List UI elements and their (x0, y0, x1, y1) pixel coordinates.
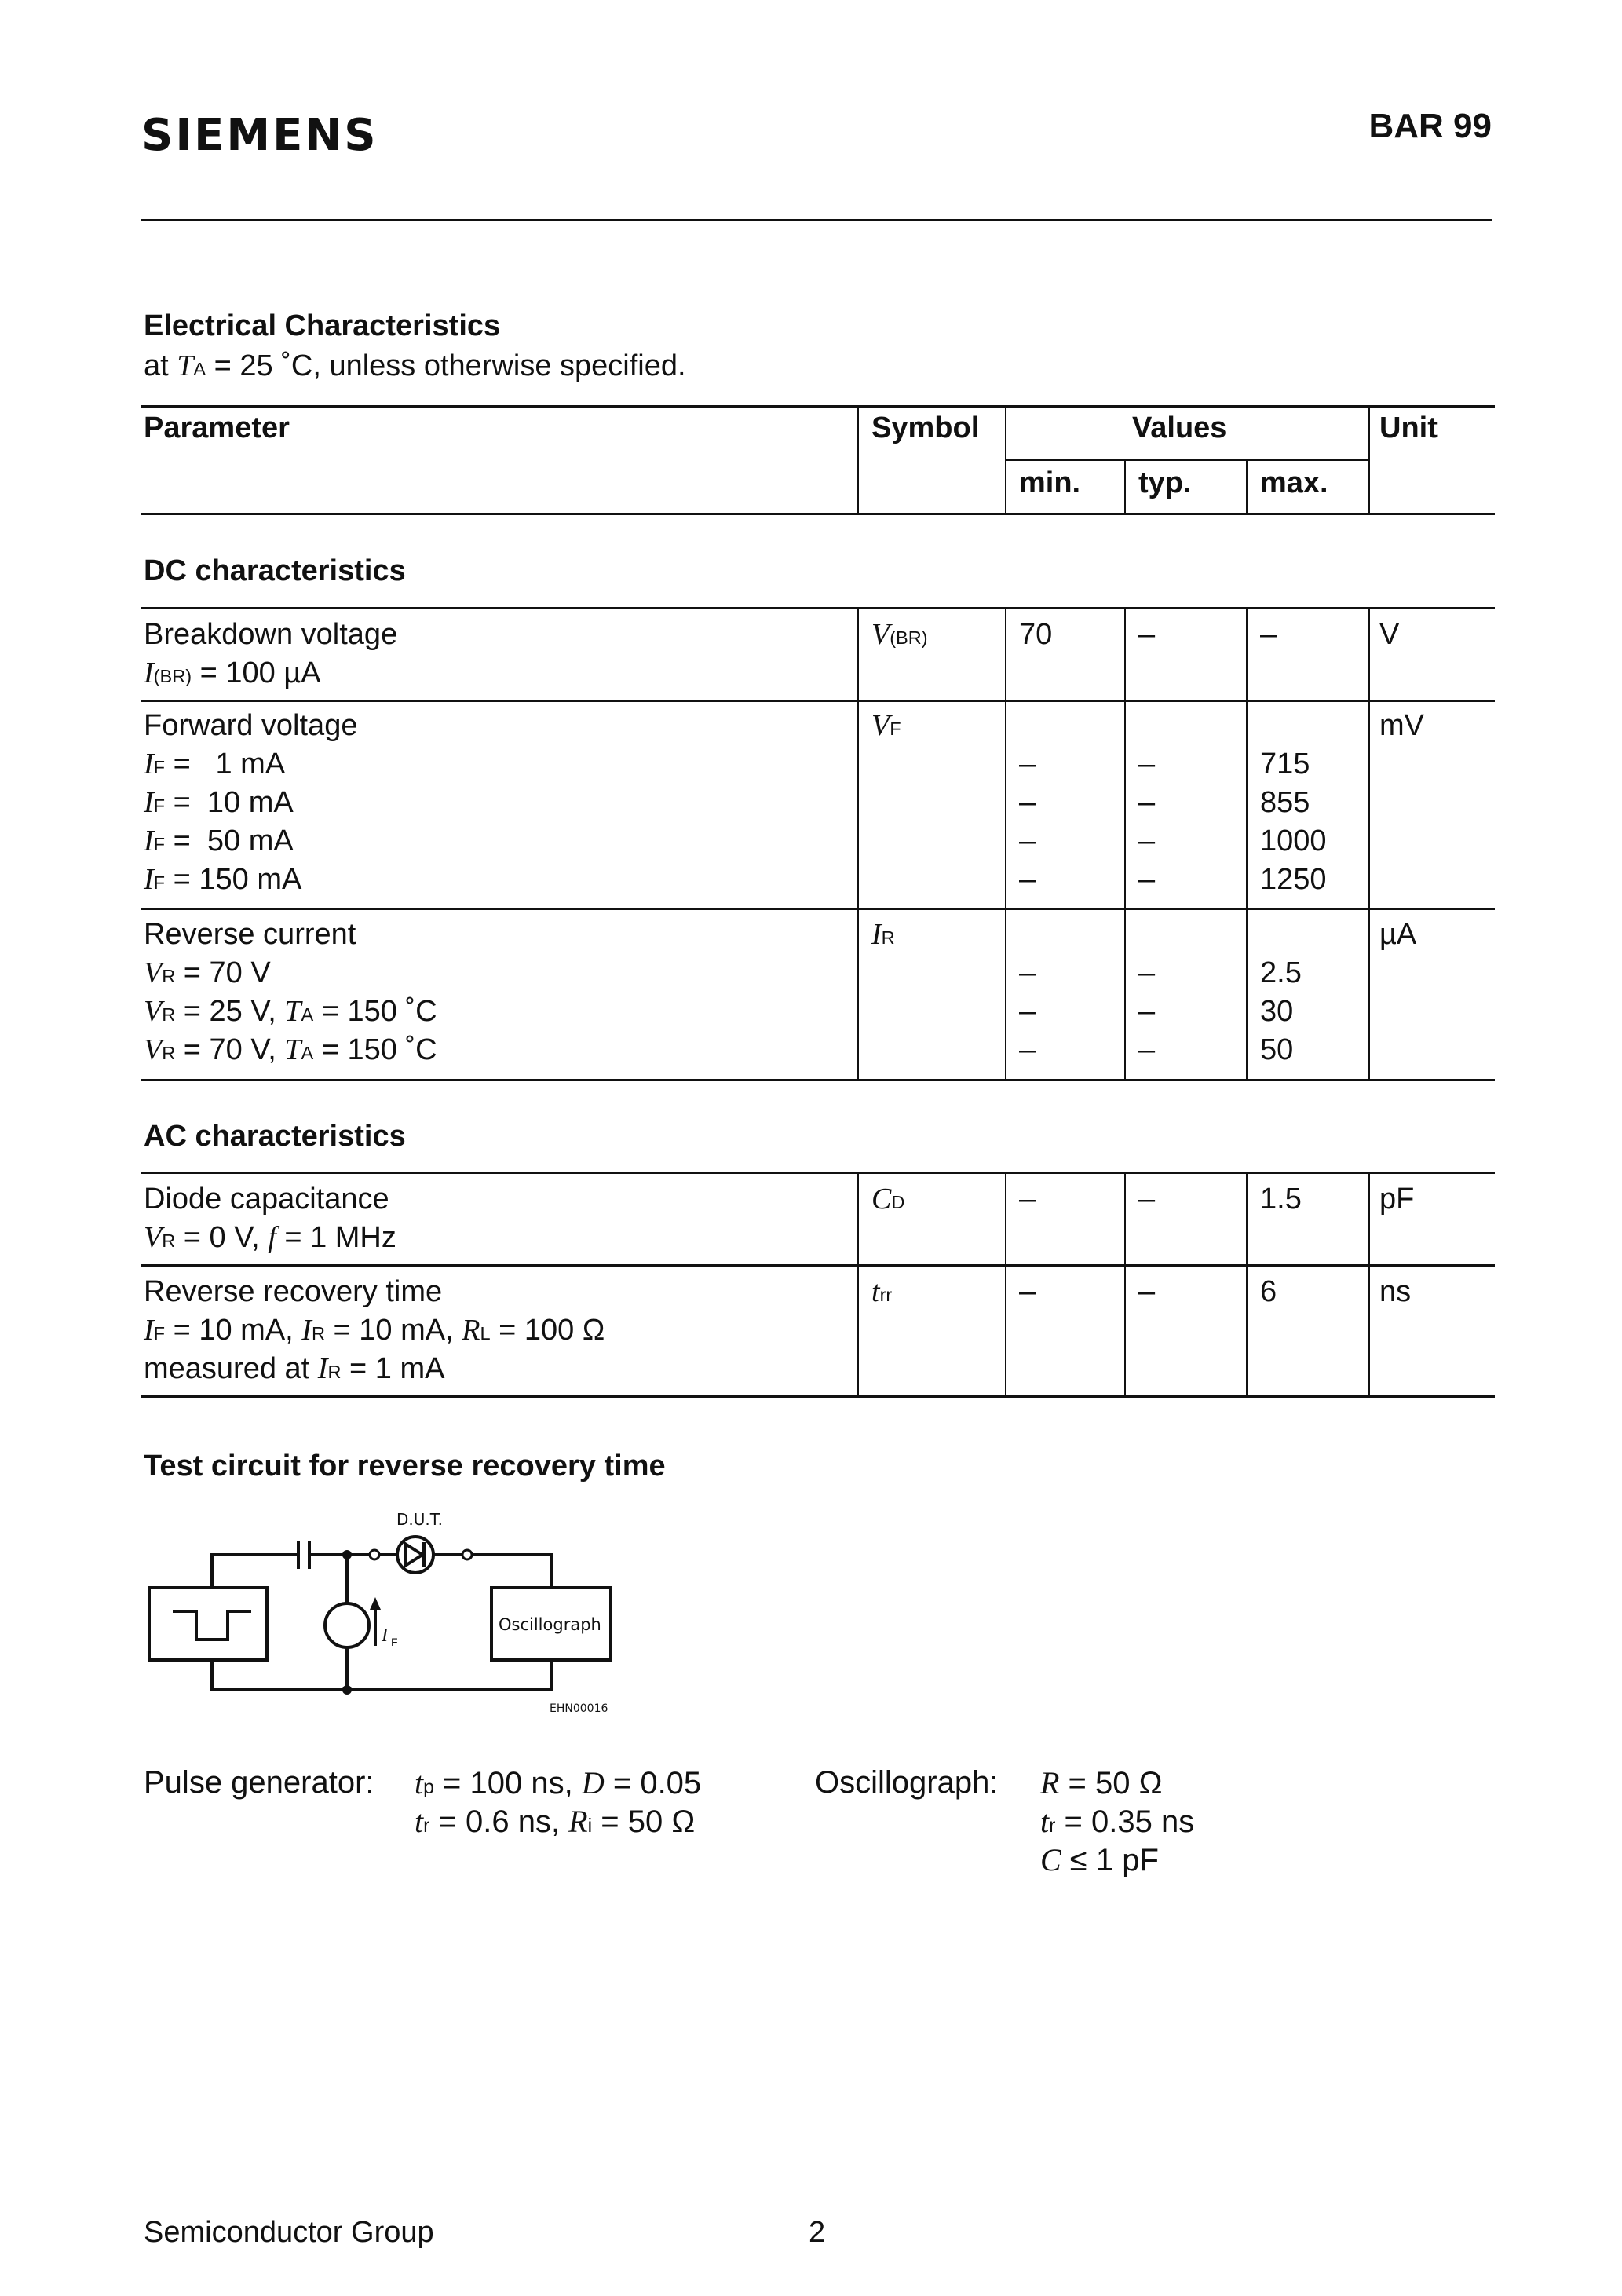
value-max: 2.5 (1260, 956, 1302, 989)
value-min: – (1019, 956, 1036, 989)
value-typ: – (1138, 1275, 1156, 1308)
pulse-generator-line2: tr = 0.6 ns, Ri = 50 Ω (415, 1804, 696, 1839)
page-number: 2 (809, 2216, 826, 2249)
section-title: Electrical Characteristics (144, 309, 501, 342)
param-name: Reverse recovery time (144, 1275, 443, 1308)
oscillograph-label: Oscillograph (499, 1615, 601, 1634)
param-symbol: trr (871, 1275, 893, 1308)
value-typ: – (1138, 1033, 1156, 1066)
oscillograph-line3: C ≤ 1 pF (1040, 1842, 1159, 1877)
value-typ: – (1138, 786, 1156, 819)
value-max: 50 (1260, 1033, 1294, 1066)
param-name: Reverse current (144, 918, 356, 951)
col-parameter: Parameter (144, 411, 290, 444)
value-min: – (1019, 1183, 1036, 1216)
pulse-generator-label: Pulse generator: (144, 1765, 374, 1800)
value-min: 70 (1019, 618, 1053, 651)
oscillograph-label: Oscillograph: (815, 1765, 999, 1800)
value-min: – (1019, 786, 1036, 819)
value-typ: – (1138, 618, 1156, 651)
document-id: BAR 99 (1368, 107, 1492, 145)
value-typ: – (1138, 863, 1156, 896)
value-min: – (1019, 1033, 1036, 1066)
value-typ: – (1138, 1183, 1156, 1216)
oscillograph-line1: R = 50 Ω (1040, 1765, 1163, 1801)
pulse-generator-line1: tp = 100 ns, D = 0.05 (415, 1765, 702, 1801)
value-max: 1000 (1260, 824, 1327, 857)
col-unit: Unit (1379, 411, 1438, 444)
value-max: – (1260, 618, 1277, 651)
param-condition: VR = 70 V (144, 956, 271, 989)
col-symbol: Symbol (871, 411, 980, 444)
param-condition: IF = 150 mA (144, 863, 302, 896)
value-min: – (1019, 1275, 1036, 1308)
ac-section-title: AC characteristics (144, 1120, 406, 1153)
value-max: 1.5 (1260, 1183, 1302, 1216)
header-rule (141, 219, 1492, 221)
param-condition: VR = 25 V, TA = 150 ˚C (144, 995, 437, 1028)
value-max: 855 (1260, 786, 1310, 819)
value-unit: V (1379, 618, 1400, 651)
col-typ: typ. (1138, 466, 1192, 499)
param-condition: VR = 0 V, f = 1 MHz (144, 1221, 396, 1254)
param-condition: IF = 50 mA (144, 824, 294, 857)
value-max: 715 (1260, 748, 1310, 781)
param-name: Breakdown voltage (144, 618, 398, 651)
value-unit: ns (1379, 1275, 1412, 1308)
param-symbol: IR (871, 918, 895, 951)
param-symbol: V(BR) (871, 618, 928, 651)
value-max: 30 (1260, 995, 1294, 1028)
value-typ: – (1138, 995, 1156, 1028)
dut-label: D.U.T. (396, 1510, 443, 1529)
dc-section-title: DC characteristics (144, 554, 406, 587)
value-typ: – (1138, 824, 1156, 857)
value-unit: pF (1379, 1183, 1415, 1216)
param-condition: IF = 10 mA (144, 786, 294, 819)
current-sub: F (391, 1636, 398, 1648)
param-name: Forward voltage (144, 709, 358, 742)
value-max: 1250 (1260, 863, 1327, 896)
param-symbol: CD (871, 1183, 905, 1216)
footer-group: Semiconductor Group (144, 2216, 434, 2249)
value-min: – (1019, 748, 1036, 781)
value-typ: – (1138, 748, 1156, 781)
siemens-logo: SIEMENS (141, 110, 378, 161)
param-condition: measured at IR = 1 mA (144, 1352, 445, 1385)
test-circuit-title: Test circuit for reverse recovery time (144, 1450, 666, 1483)
param-condition: VR = 70 V, TA = 150 ˚C (144, 1033, 437, 1066)
test-circuit-diagram (141, 1492, 628, 1727)
oscillograph-line2: tr = 0.35 ns (1040, 1804, 1195, 1839)
value-typ: – (1138, 956, 1156, 989)
figure-code: EHN00016 (550, 1702, 608, 1715)
value-min: – (1019, 863, 1036, 896)
param-symbol: VF (871, 709, 901, 742)
value-min: – (1019, 995, 1036, 1028)
param-condition: I(BR) = 100 µA (144, 656, 321, 689)
value-unit: µA (1379, 918, 1417, 951)
param-condition: IF = 10 mA, IR = 10 mA, RL = 100 Ω (144, 1314, 605, 1347)
col-values: Values (1132, 411, 1227, 444)
value-max: 6 (1260, 1275, 1277, 1308)
value-unit: mV (1379, 709, 1424, 742)
current-label: I (382, 1625, 388, 1646)
value-min: – (1019, 824, 1036, 857)
col-min: min. (1019, 466, 1081, 499)
col-max: max. (1260, 466, 1328, 499)
param-name: Diode capacitance (144, 1183, 389, 1216)
conditions-line: at TA = 25 ˚C, unless otherwise specified. (144, 349, 686, 382)
param-condition: IF = 1 mA (144, 748, 286, 781)
